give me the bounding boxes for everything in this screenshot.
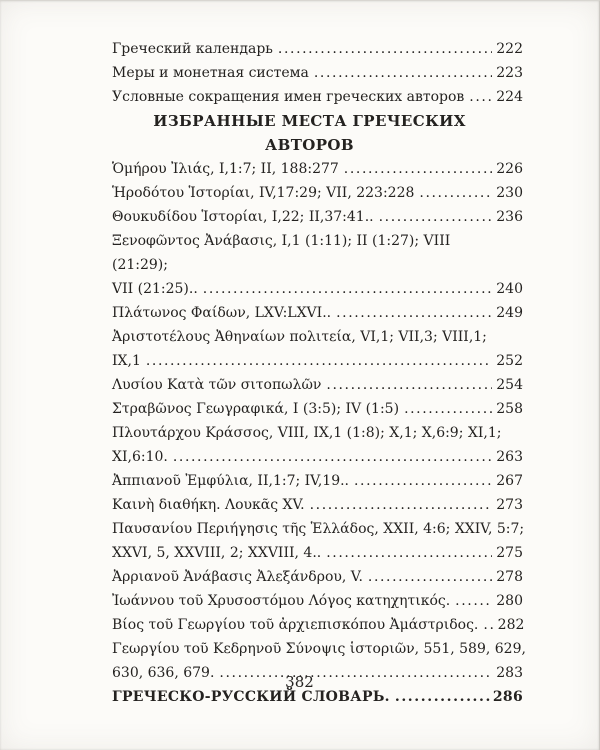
toc-entry-text: XI,6:10. (112, 449, 168, 465)
toc-entry-line (112, 349, 523, 373)
toc-front-list (112, 37, 523, 109)
toc-entry-page: 249 (496, 305, 523, 321)
toc-section-list (112, 157, 526, 709)
page-number-footer: 382 (285, 673, 314, 691)
toc-entry (112, 325, 523, 373)
toc-entry-page: 263 (496, 449, 523, 465)
toc-entry-line (112, 277, 523, 301)
toc-entry-page: 258 (496, 401, 523, 417)
toc-entry (112, 301, 523, 325)
dot-leader (146, 349, 492, 373)
toc-entry (112, 61, 523, 85)
toc-entry-line (112, 445, 523, 469)
toc-entry (112, 589, 523, 613)
toc-entry-text: Θουκυδίδου Ἱστορίαι, I,22; II,37:41.. (112, 209, 374, 225)
toc-entry-text: ГРЕЧЕСКО-РУССКИЙ СЛОВАРЬ. (112, 689, 390, 705)
toc-entry-text: 630, 636, 679. (112, 665, 215, 681)
toc-entry-page: 222 (496, 41, 523, 57)
toc-entry-page: 252 (496, 353, 523, 369)
toc-entry-line (112, 493, 523, 517)
toc-entry-page: 273 (496, 497, 523, 513)
toc-entry (112, 517, 523, 565)
toc-entry-page: 286 (492, 689, 523, 705)
dot-leader (483, 613, 493, 637)
toc-entry-line (112, 85, 523, 109)
toc-entry (112, 469, 523, 493)
toc-entry-page: 278 (496, 569, 523, 585)
dot-leader (354, 469, 492, 493)
toc-entry-text: (21:29); (112, 257, 168, 273)
toc-entry-text: Ὁμήρου Ἰλιάς, I,1:7; II, 188:277 (112, 161, 339, 177)
toc-entry-text: Πλάτωνος Φαίδων, LXV:LXVI.. (112, 305, 332, 321)
toc-entry (112, 373, 523, 397)
toc-entry-text: IX,1 (112, 353, 141, 369)
toc-entry-line (112, 541, 523, 565)
dot-leader (326, 541, 492, 565)
dot-leader (278, 37, 492, 61)
dot-leader (173, 445, 492, 469)
toc-entry-text: Πλουτάρχου Κράσσος, VIII, IX,1 (1:8); X,1; X,6:9; XI,1; (112, 425, 502, 441)
dot-leader (379, 205, 492, 229)
toc-entry-text: Ἀρριανοῦ Ἀνάβασις Ἀλεξάνδρου, V. (112, 569, 363, 585)
toc-entry-line (112, 397, 523, 421)
toc-entry-page: 283 (496, 665, 523, 681)
toc-entry-page: 275 (496, 545, 523, 561)
toc-entry-line (112, 301, 523, 325)
toc-entry-text: Παυσανίου Περιήγησις τῆς Ἑλλάδος, XXII, 4:6; XXIV, 5:7; (112, 521, 525, 537)
toc-entry-line (112, 61, 523, 85)
toc-content (112, 37, 526, 709)
toc-entry-text: Меры и монетная система (112, 65, 309, 81)
dot-leader (404, 397, 492, 421)
toc-entry-text: Ἀππιανοῦ Ἐμφύλια, II,1:7; IV,19.. (112, 473, 349, 489)
toc-entry (112, 397, 523, 421)
toc-entry-page: 223 (496, 65, 523, 81)
toc-entry-text: XXVI, 5, XXVIII, 2; XXVIII, 4.. (112, 545, 322, 561)
toc-entry-text: Καινὴ διαθήκη. Λουκᾶς XV. (112, 497, 305, 513)
toc-entry (112, 85, 523, 109)
toc-entry-line (112, 637, 526, 661)
dot-leader (344, 157, 492, 181)
toc-entry (112, 37, 523, 61)
toc-entry-line (112, 253, 523, 277)
toc-entry-page: 236 (496, 209, 523, 225)
toc-entry-line (112, 157, 523, 181)
toc-entry-line (112, 613, 523, 637)
toc-entry-line (112, 325, 523, 349)
toc-entry (112, 181, 523, 205)
toc-entry-line (112, 517, 523, 541)
toc-entry-page: 267 (496, 473, 523, 489)
toc-entry-page: 240 (496, 281, 523, 297)
toc-entry-text: Греческий календарь (112, 41, 273, 57)
toc-entry (112, 205, 523, 229)
section-heading: ИЗБРАННЫЕ МЕСТА ГРЕЧЕСКИХ АВТОРОВ (153, 112, 466, 154)
toc-entry (112, 613, 523, 637)
toc-entry (112, 229, 523, 301)
toc-entry-text: VII (21:25).. (112, 281, 198, 297)
toc-entry-line (112, 181, 523, 205)
toc-entry-line (112, 421, 523, 445)
dot-leader (469, 85, 492, 109)
dot-leader (310, 493, 492, 517)
toc-entry (112, 565, 523, 589)
toc-entry (112, 493, 523, 517)
toc-entry-line (112, 589, 523, 613)
toc-entry-text: Ξενοφῶντος Ἀνάβασις, I,1 (1:11); II (1:27); VIII (112, 233, 451, 249)
dot-leader (314, 61, 492, 85)
toc-entry (112, 421, 523, 469)
toc-entry-text: Λυσίου Κατὰ τῶν σιτοπωλῶν (112, 377, 322, 393)
toc-entry-page: 282 (497, 617, 525, 633)
toc-entry-page: 230 (496, 185, 523, 201)
toc-entry-line (112, 229, 523, 253)
dot-leader (368, 565, 492, 589)
dot-leader (455, 589, 492, 613)
dot-leader (336, 301, 492, 325)
toc-entry-text: Βίος τοῦ Γεωργίου τοῦ ἀρχιεπισκόπου Ἀμάστριδος. (112, 617, 479, 633)
toc-entry-page: 226 (496, 161, 523, 177)
toc-entry-page: 280 (496, 593, 523, 609)
dot-leader (419, 181, 492, 205)
toc-entry-page: 224 (496, 89, 523, 105)
dot-leader (326, 373, 492, 397)
toc-entry-text: Ἰωάννου τοῦ Χρυσοστόμου Λόγος κατηχητικός. (112, 593, 451, 609)
toc-entry-line (112, 469, 523, 493)
toc-entry-text: Γεωργίου τοῦ Κεδρηνοῦ Σύνοψις ἱστοριῶν, 551, 589, 629, (112, 641, 526, 657)
toc-entry (112, 157, 523, 181)
toc-entry-text: Ἀριστοτέλους Ἀθηναίων πολιτεία, VI,1; VII,3; VIII,1; (112, 329, 487, 345)
toc-entry-line (112, 205, 523, 229)
toc-entry-text: Условные сокращения имен греческих авторов (112, 89, 465, 105)
toc-entry-line (112, 373, 523, 397)
toc-entry-page: 254 (496, 377, 523, 393)
toc-entry-text: Ἡροδότου Ἱστορίαι, IV,17:29; VII, 223:228 (112, 185, 415, 201)
dot-leader (203, 277, 492, 301)
toc-entry-line (112, 37, 523, 61)
toc-entry-text: Στραβῶνος Γεωγραφικά, I (3:5); IV (1:5) (112, 401, 400, 417)
toc-entry-line (112, 565, 523, 589)
